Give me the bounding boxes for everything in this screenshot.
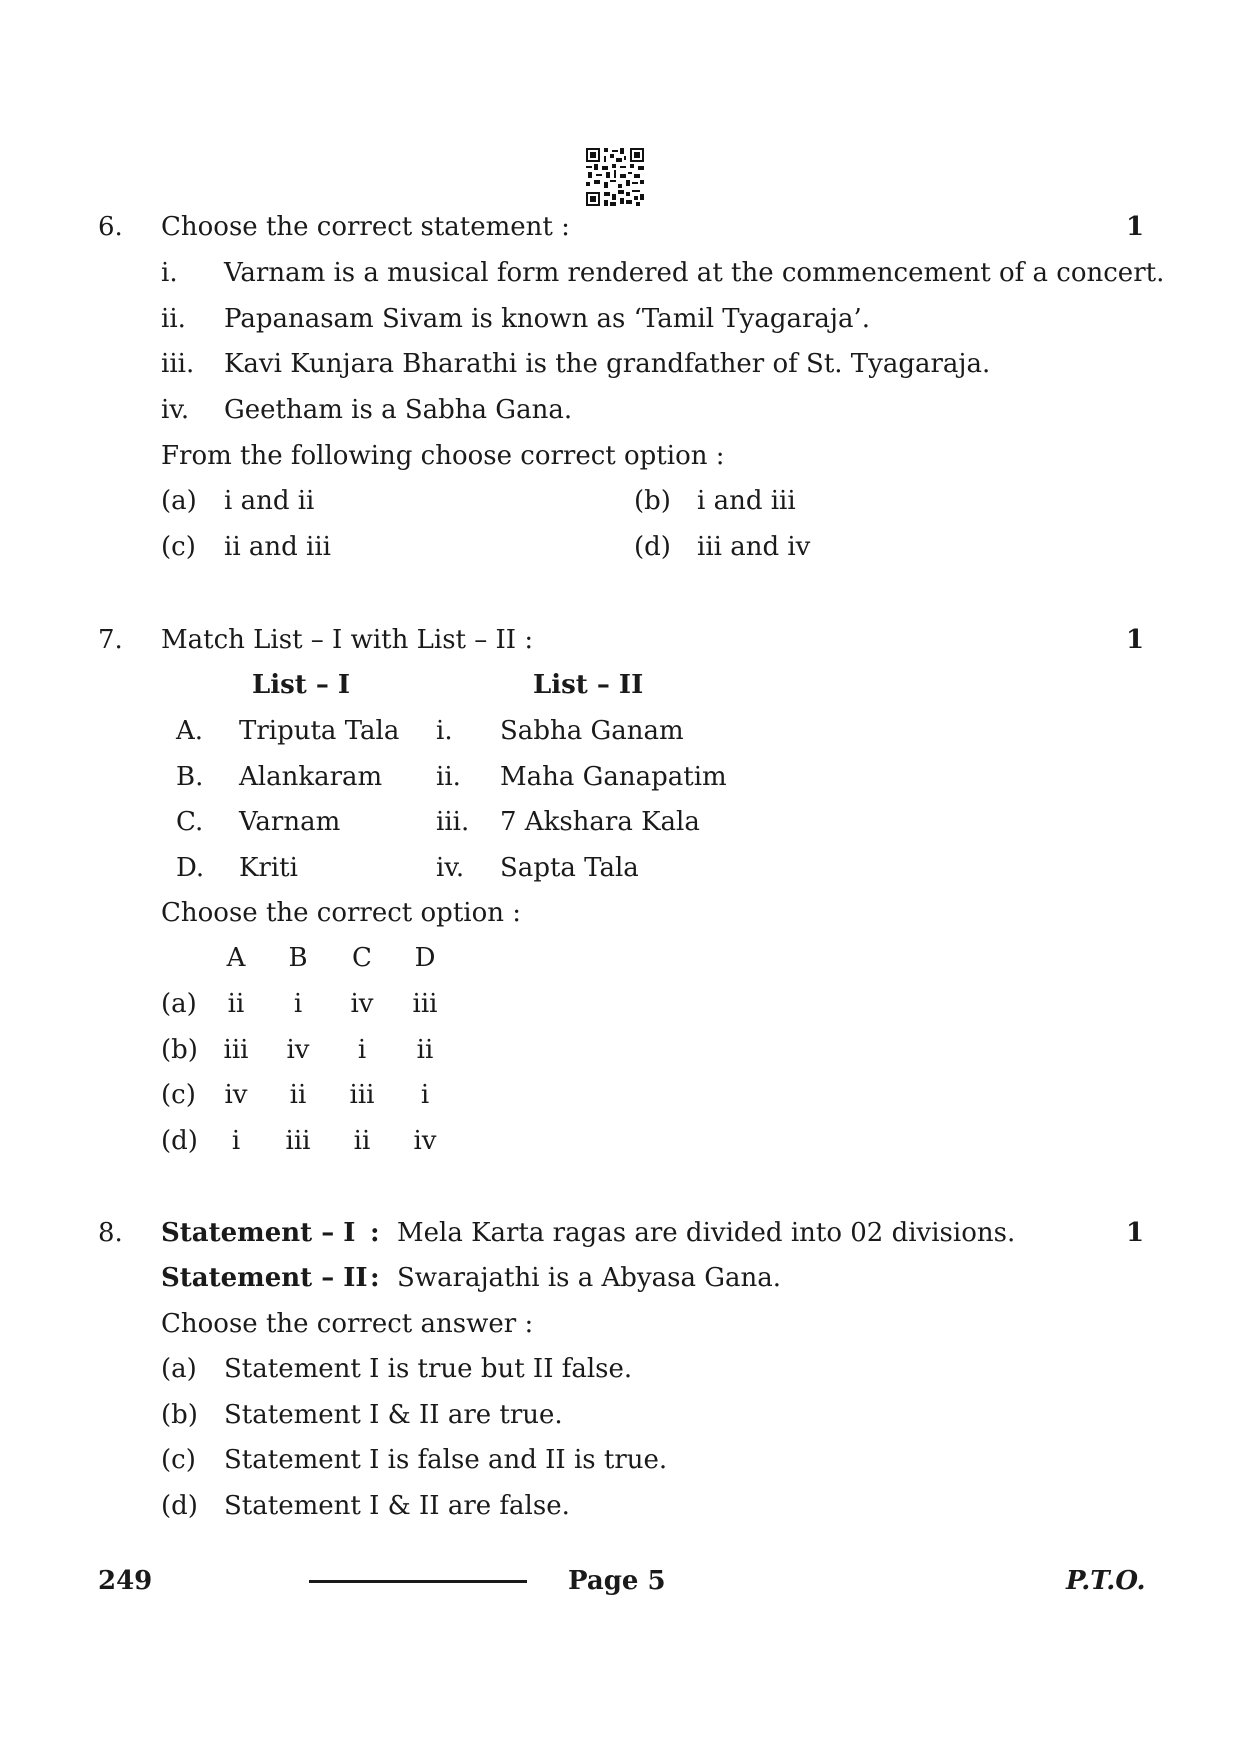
list-1-heading: List – I	[252, 670, 351, 700]
statement-text: Varnam is a musical form rendered at the commencement of a concert.	[224, 258, 1165, 288]
list-2-label: ii.	[436, 762, 461, 792]
question-instruction: Choose the correct option :	[161, 898, 522, 928]
grid-cell: iv	[286, 1035, 310, 1065]
grid-header: B	[288, 943, 308, 973]
option-label: (c)	[161, 1080, 196, 1110]
statement-2-colon: :	[370, 1263, 380, 1293]
grid-header: D	[414, 943, 436, 973]
option-text: Statement I & II are false.	[224, 1491, 570, 1521]
list-1-item: Alankaram	[239, 762, 383, 792]
option-text: ii and iii	[224, 532, 331, 562]
option-text: iii and iv	[697, 532, 811, 562]
list-2-item: Maha Ganapatim	[500, 762, 727, 792]
statement-1-text: Mela Karta ragas are divided into 02 divisions.	[397, 1218, 1016, 1248]
list-2-label: i.	[436, 716, 453, 746]
list-1-item: Triputa Tala	[239, 716, 400, 746]
grid-cell: iv	[413, 1126, 437, 1156]
question-prompt: Match List – I with List – II :	[161, 625, 534, 655]
option-text: Statement I is false and II is true.	[224, 1445, 668, 1475]
option-text: Statement I & II are true.	[224, 1400, 563, 1430]
question-marks: 1	[1126, 625, 1145, 655]
grid-cell: iii	[349, 1080, 375, 1110]
statement-1-colon: :	[370, 1218, 380, 1248]
question-number: 7.	[98, 625, 123, 655]
list-1-label: B.	[176, 762, 204, 792]
option-label: (b)	[161, 1400, 198, 1430]
grid-header: A	[226, 943, 246, 973]
list-2-item: Sabha Ganam	[500, 716, 684, 746]
option-label: (c)	[161, 532, 196, 562]
grid-cell: i	[293, 989, 303, 1019]
list-1-item: Varnam	[239, 807, 341, 837]
option-text: i and iii	[697, 486, 796, 516]
pto-label: P.T.O.	[1066, 1566, 1146, 1596]
question-number: 8.	[98, 1218, 123, 1248]
grid-cell: iii	[412, 989, 438, 1019]
grid-cell: ii	[289, 1080, 307, 1110]
option-label: (b)	[161, 1035, 198, 1065]
option-label: (a)	[161, 486, 197, 516]
qr-code	[586, 148, 644, 206]
question-marks: 1	[1126, 1218, 1145, 1248]
statement-text: Kavi Kunjara Bharathi is the grandfather of St. Tyagaraja.	[224, 349, 991, 379]
statement-2-text: Swarajathi is a Abyasa Gana.	[397, 1263, 782, 1293]
grid-header: C	[352, 943, 372, 973]
list-1-label: D.	[176, 853, 205, 883]
question-prompt: Choose the correct statement :	[161, 212, 570, 242]
grid-cell: i	[231, 1126, 241, 1156]
grid-cell: iii	[223, 1035, 249, 1065]
statement-text: Papanasam Sivam is known as ‘Tamil Tyagaraja’.	[224, 304, 871, 334]
option-label: (b)	[634, 486, 671, 516]
statement-label: i.	[161, 258, 178, 288]
statement-label: ii.	[161, 304, 186, 334]
grid-cell: iv	[224, 1080, 248, 1110]
question-number: 6.	[98, 212, 123, 242]
paper-code: 249	[98, 1566, 153, 1596]
list-1-label: A.	[176, 716, 204, 746]
question-marks: 1	[1126, 212, 1145, 242]
list-2-heading: List – II	[533, 670, 644, 700]
option-label: (c)	[161, 1445, 196, 1475]
grid-cell: iv	[350, 989, 374, 1019]
option-label: (d)	[161, 1126, 198, 1156]
statement-label: iii.	[161, 349, 195, 379]
option-text: Statement I is true but II false.	[224, 1354, 633, 1384]
list-2-item: 7 Akshara Kala	[500, 807, 700, 837]
option-label: (a)	[161, 989, 197, 1019]
list-2-label: iii.	[436, 807, 470, 837]
option-label: (a)	[161, 1354, 197, 1384]
statement-2-label: Statement – II	[161, 1263, 368, 1293]
grid-cell: iii	[285, 1126, 311, 1156]
list-2-label: iv.	[436, 853, 465, 883]
question-instruction: Choose the correct answer :	[161, 1309, 534, 1339]
statement-1-label: Statement – I	[161, 1218, 356, 1248]
option-label: (d)	[634, 532, 671, 562]
grid-cell: ii	[416, 1035, 434, 1065]
list-2-item: Sapta Tala	[500, 853, 639, 883]
statement-label: iv.	[161, 395, 190, 425]
grid-cell: i	[420, 1080, 430, 1110]
grid-cell: ii	[227, 989, 245, 1019]
page-number: Page 5	[568, 1566, 666, 1596]
list-1-item: Kriti	[239, 853, 298, 883]
option-label: (d)	[161, 1491, 198, 1521]
list-1-label: C.	[176, 807, 204, 837]
statement-text: Geetham is a Sabha Gana.	[224, 395, 573, 425]
footer-rule	[309, 1580, 527, 1583]
option-text: i and ii	[224, 486, 315, 516]
grid-cell: ii	[353, 1126, 371, 1156]
grid-cell: i	[357, 1035, 367, 1065]
question-instruction: From the following choose correct option :	[161, 441, 725, 471]
